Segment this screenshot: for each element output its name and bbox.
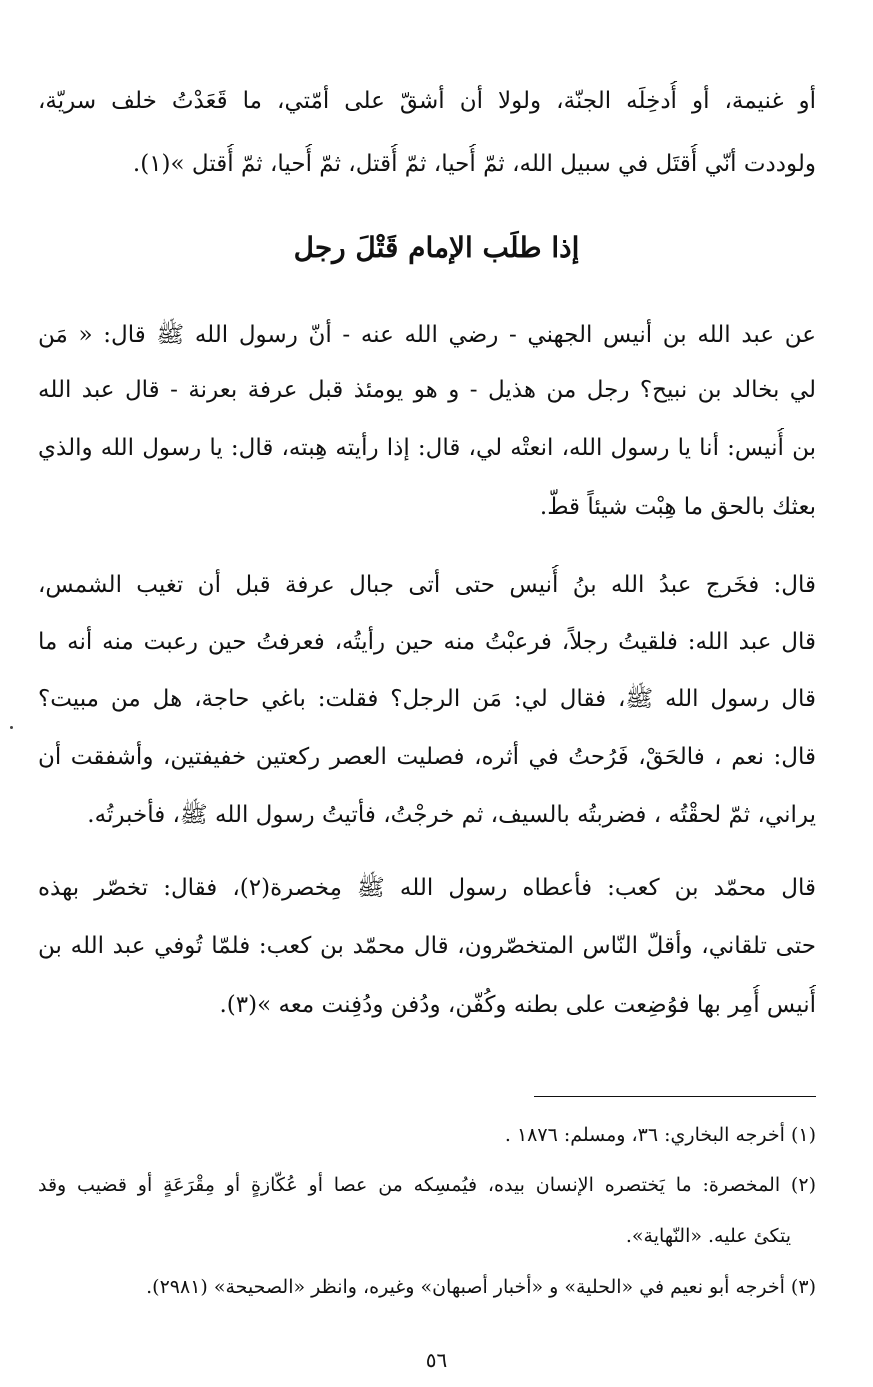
intro-line-1: أو غنيمة، أو أُدخِلَه الجنّة، ولولا أن أشقّ على أمّتي، ما قَعَدْتُ خلف سريّة، (38, 88, 816, 114)
intro-line-2: ولوددت أنّي أُقتَل في سبيل الله، ثمّ أُحيا، ثمّ أُقتل، ثمّ أُحيا، ثمّ أُقتل »(١). (132, 151, 816, 177)
footnote-2-line-1: (٢) المخصرة: ما يَختصره الإنسان بيده، فيُمسِكه من عصا أو عُكّازةٍ أو مِقْرَعَةٍ أو قضيب وقد (38, 1174, 816, 1196)
paragraph3-line-3: أُنيس أُمِر بها فوُضِعت على بطنه وكُفّن، ودُفن ودُفِنت معه »(٣). (219, 992, 816, 1018)
page-number: ٥٦ (425, 1348, 448, 1372)
section-heading: إذا طلَب الإمام قَتْلَ رجل (293, 231, 580, 264)
paragraph3-line-2: حتى تلقاني، وأقلّ النّاس المتخصّرون، قال محمّد بن كعب: فلمّا تُوفي عبد الله بن (38, 933, 816, 959)
paragraph2-line-3: قال رسول الله ﷺ، فقال لي: مَن الرجل؟ فقلت: باغي حاجة، هل من مبيت؟ (38, 686, 816, 712)
paragraph2-line-1: قال: فخَرج عبدُ الله بنُ أُنيس حتى أتى جبال عرفة قبل أن تغيب الشمس، (38, 572, 816, 598)
paragraph1-line-4: بعثك بالحق ما هِبْت شيئاً قطّ. (539, 494, 816, 520)
paragraph1-line-3: بن أُنيس: أنا يا رسول الله، انعتْه لي، قال: إذا رأيته هِبته، قال: يا رسول الله والذي (38, 435, 816, 461)
paragraph2-line-2: قال عبد الله: فلقيتُ رجلاً، فرعبْتُ منه حين رأيتُه، فعرفتُ حين رعبت منه أنه ما (38, 629, 816, 655)
footnote-2-line-2: يتكئ عليه. «النّهاية». (625, 1225, 791, 1247)
paragraph3-line-1: قال محمّد بن كعب: فأعطاه رسول الله ﷺ مِخصرة(٢)، فقال: تخصّر بهذه (38, 875, 816, 901)
footnote-1: (١) أخرجه البخاري: ٣٦، ومسلم: ١٨٧٦ . (504, 1124, 816, 1146)
paragraph1-line-1: عن عبد الله بن أنيس الجهني - رضي الله عنه - أنّ رسول الله ﷺ قال: « مَن (38, 322, 816, 348)
footnote-3: (٣) أخرجه أبو نعيم في «الحلية» و «أخبار أصبهان» وغيره، وانظر «الصحيحة» (٢٩٨١). (146, 1276, 816, 1298)
paragraph1-line-2: لي بخالد بن نبيح؟ رجل من هذيل - و هو يومئذ قبل عرفة بعرنة - قال عبد الله (38, 377, 816, 403)
paragraph2-line-4: قال: نعم ، فالحَقْ، فَرُحتُ في أثره، فصليت العصر ركعتين خفيفتين، وأشفقت أن (38, 744, 816, 770)
margin-mark (10, 726, 13, 729)
footnote-separator (534, 1096, 816, 1097)
paragraph2-line-5: يراني، ثمّ لحقْتُه ، فضربتُه بالسيف، ثم خرجْتُ، فأتيتُ رسول الله ﷺ، فأخبرتُه. (87, 802, 816, 828)
